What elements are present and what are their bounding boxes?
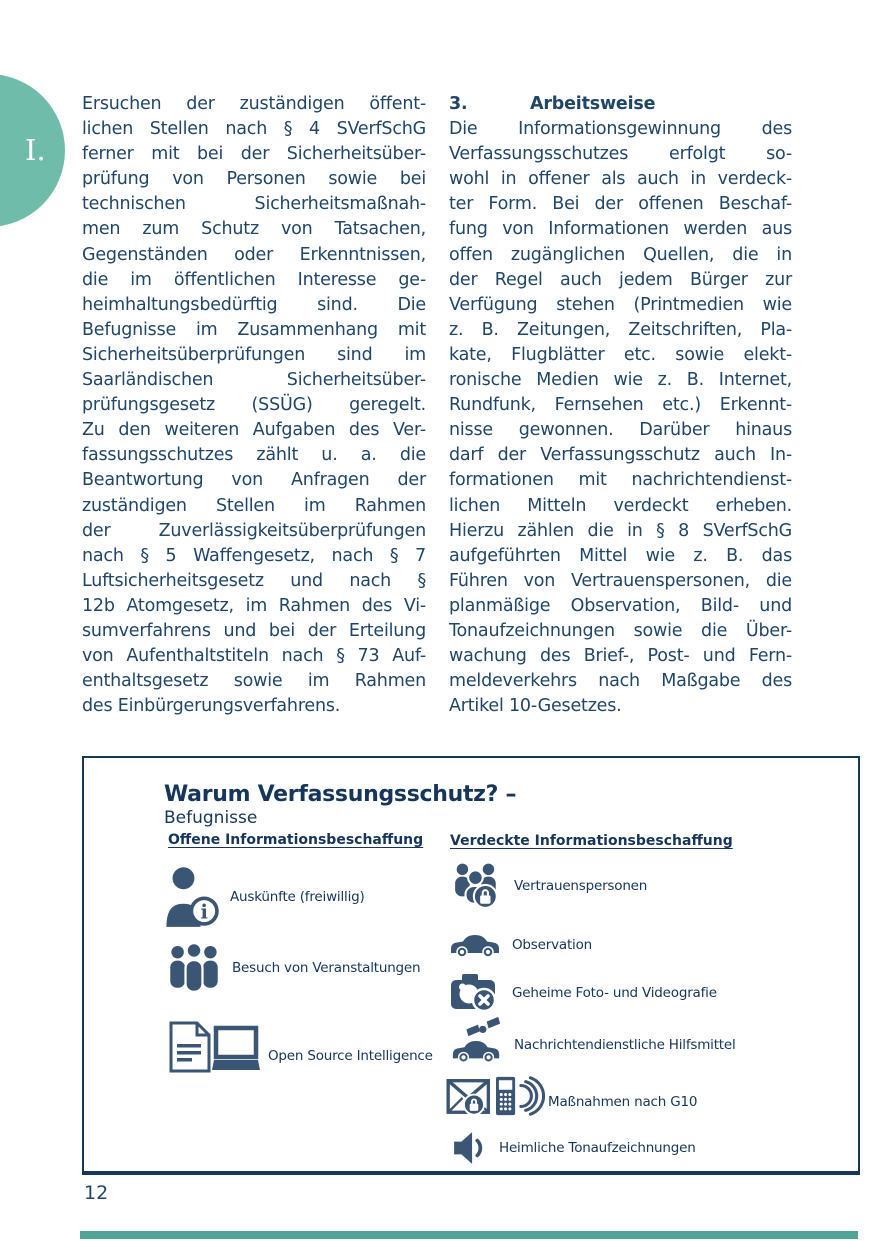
infographic-item — [452, 862, 647, 910]
text-line: formationen mit nachrichtendienst- — [449, 470, 792, 491]
speaker-icon — [452, 1130, 490, 1166]
text-line: sumverfahrens und bei der Erteilung — [82, 620, 426, 641]
text-line: offen zugänglichen Quellen, die in — [449, 244, 792, 265]
text-line: Sicherheitsüberprüfungen sind im — [82, 344, 426, 365]
infographic-title: Warum Verfassungsschutz? – — [164, 782, 517, 807]
text-line: Saarländischen Sicherheitsüber- — [82, 370, 426, 391]
item-label: Auskünfte (freiwillig) — [230, 888, 365, 905]
item-label: Open Source Intelligence — [268, 1048, 433, 1064]
text-line: z. B. Zeitungen, Zeitschriften, Pla- — [449, 319, 792, 340]
text-line: Beantwortung von Anfragen der — [82, 470, 426, 491]
text-line: Die Informationsgewinnung des — [449, 119, 792, 140]
section-heading-title: Arbeitsweise — [530, 94, 656, 114]
text-line: nach § 5 Waffengesetz, nach § 7 — [82, 545, 426, 566]
text-line: Verfügung stehen (Printmedien wie — [449, 294, 792, 315]
text-line: fassungsschutzes zählt u. a. die — [82, 445, 426, 466]
item-label: Geheime Foto- und Videografie — [512, 985, 717, 1001]
item-label: Besuch von Veranstaltungen — [232, 960, 421, 976]
text-line: der Zuverlässigkeitsüberprüfungen — [82, 520, 426, 541]
car-satellite-icon — [450, 1016, 504, 1064]
section-marker-label: I. — [25, 133, 46, 167]
section-marker-circle — [0, 74, 65, 227]
item-label: Vertrauenspersonen — [514, 878, 648, 894]
section-heading-number: 3. — [449, 94, 468, 114]
item-label: Observation — [512, 937, 593, 953]
infographic-title-block — [164, 782, 516, 829]
text-line: des Einbürgerungsverfahrens. — [82, 696, 341, 717]
text-line: ferner mit bei der Sicherheitsüber- — [82, 144, 426, 165]
text-line: die im öffentlichen Interesse ge- — [82, 269, 426, 290]
section-heading — [449, 92, 792, 117]
right-text-column — [449, 92, 792, 719]
text-line: ronische Medien wie z. B. Internet, — [449, 370, 792, 391]
infographic-item — [450, 932, 592, 958]
item-label: Nachrichtendienstliche Hilfsmittel — [514, 1037, 736, 1053]
mail-phone-waves-icon — [446, 1074, 546, 1118]
infographic-item — [450, 972, 717, 1014]
text-line: enthaltsgesetz sowie im Rahmen — [82, 671, 426, 692]
text-line: Ersuchen der zuständigen öffent- — [82, 94, 426, 114]
text-line: meldeverkehrs nach Maßgabe des — [449, 671, 792, 692]
text-line: aufgeführten Mittel wie z. B. das — [449, 545, 792, 566]
text-line: Tonaufzeichnungen sowie die Über- — [449, 620, 792, 641]
text-line: prüfungsgesetz (SSÜG) geregelt. — [82, 395, 426, 416]
people-lock-icon — [452, 862, 502, 910]
text-line: technischen Sicherheitsmaßnah- — [82, 194, 426, 215]
text-line: Verfassungsschutzes erfolgt so- — [449, 144, 792, 165]
infographic-item — [452, 1130, 696, 1166]
infographic-item — [168, 942, 420, 994]
infographic-item — [450, 1016, 736, 1064]
text-line: wohl in offener als auch in verdeck- — [449, 169, 792, 190]
car-icon — [450, 932, 500, 958]
page-number: 12 — [84, 1182, 109, 1204]
text-line: Zu den weiteren Aufgaben des Ver- — [82, 420, 426, 441]
item-label: Heimliche Tonaufzeichnungen — [499, 1140, 696, 1156]
right-column-lines — [449, 117, 792, 719]
person-info-icon — [164, 866, 220, 927]
svg-text:i: i — [200, 900, 208, 924]
text-line: kate, Flugblätter etc. sowie elekt- — [449, 344, 792, 365]
text-line: 12b Atomgesetz, im Rahmen des Vi- — [82, 595, 426, 616]
text-line: Hierzu zählen die in § 8 SVerfSchG — [449, 520, 792, 541]
open-info-header: Offene Informationsbeschaffung — [168, 832, 424, 848]
text-line: heimhaltungsbedürftig sind. Die — [82, 294, 426, 315]
text-line: Artikel 10-Gesetzes. — [449, 696, 622, 717]
left-text-column — [82, 92, 426, 719]
text-line: Führen von Vertrauenspersonen, die — [449, 570, 792, 591]
item-label: Maßnahmen nach G10 — [548, 1094, 698, 1110]
text-line: prüfung von Personen sowie bei — [82, 169, 426, 190]
text-line: planmäßige Observation, Bild- und — [449, 595, 792, 616]
text-line: lichen Stellen nach § 4 SVerfSchG — [82, 119, 426, 140]
infographic-item — [168, 1020, 433, 1074]
text-line: ter Form. Bei der offenen Beschaf- — [449, 194, 792, 215]
text-line: der Regel auch jedem Bürger zur — [449, 269, 792, 290]
text-line: lichen Mitteln verdeckt erheben. — [449, 495, 792, 516]
text-line: Gegenständen oder Erkenntnissen, — [82, 244, 426, 265]
document-laptop-icon — [168, 1020, 260, 1074]
camera-x-icon — [450, 972, 500, 1014]
text-line: darf der Verfassungsschutz auch In- — [449, 445, 792, 466]
text-line: men zum Schutz von Tatsachen, — [82, 219, 426, 240]
infographic-item — [446, 1074, 697, 1118]
people-group-icon — [168, 942, 220, 994]
infographic-subtitle: Befugnisse — [164, 808, 258, 828]
text-line: wachung des Brief-, Post- und Fern- — [449, 646, 792, 667]
text-line: von Aufenthaltstiteln nach § 73 Auf- — [82, 646, 426, 667]
text-line: zuständigen Stellen im Rahmen — [82, 495, 426, 516]
text-line: Rundfunk, Fernsehen etc.) Erkennt- — [449, 395, 792, 416]
infographic-item — [164, 866, 365, 927]
text-line: Luftsicherheitsgesetz und nach § — [82, 570, 426, 591]
infographic-box — [82, 756, 860, 1175]
footer-accent-bar — [80, 1231, 858, 1239]
text-line: Befugnisse im Zusammenhang mit — [82, 319, 426, 340]
text-line: fung von Informationen werden aus — [449, 219, 792, 240]
covert-info-header: Verdeckte Informationsbeschaffung — [450, 833, 733, 849]
text-line: nisse gewonnen. Darüber hinaus — [449, 420, 792, 441]
